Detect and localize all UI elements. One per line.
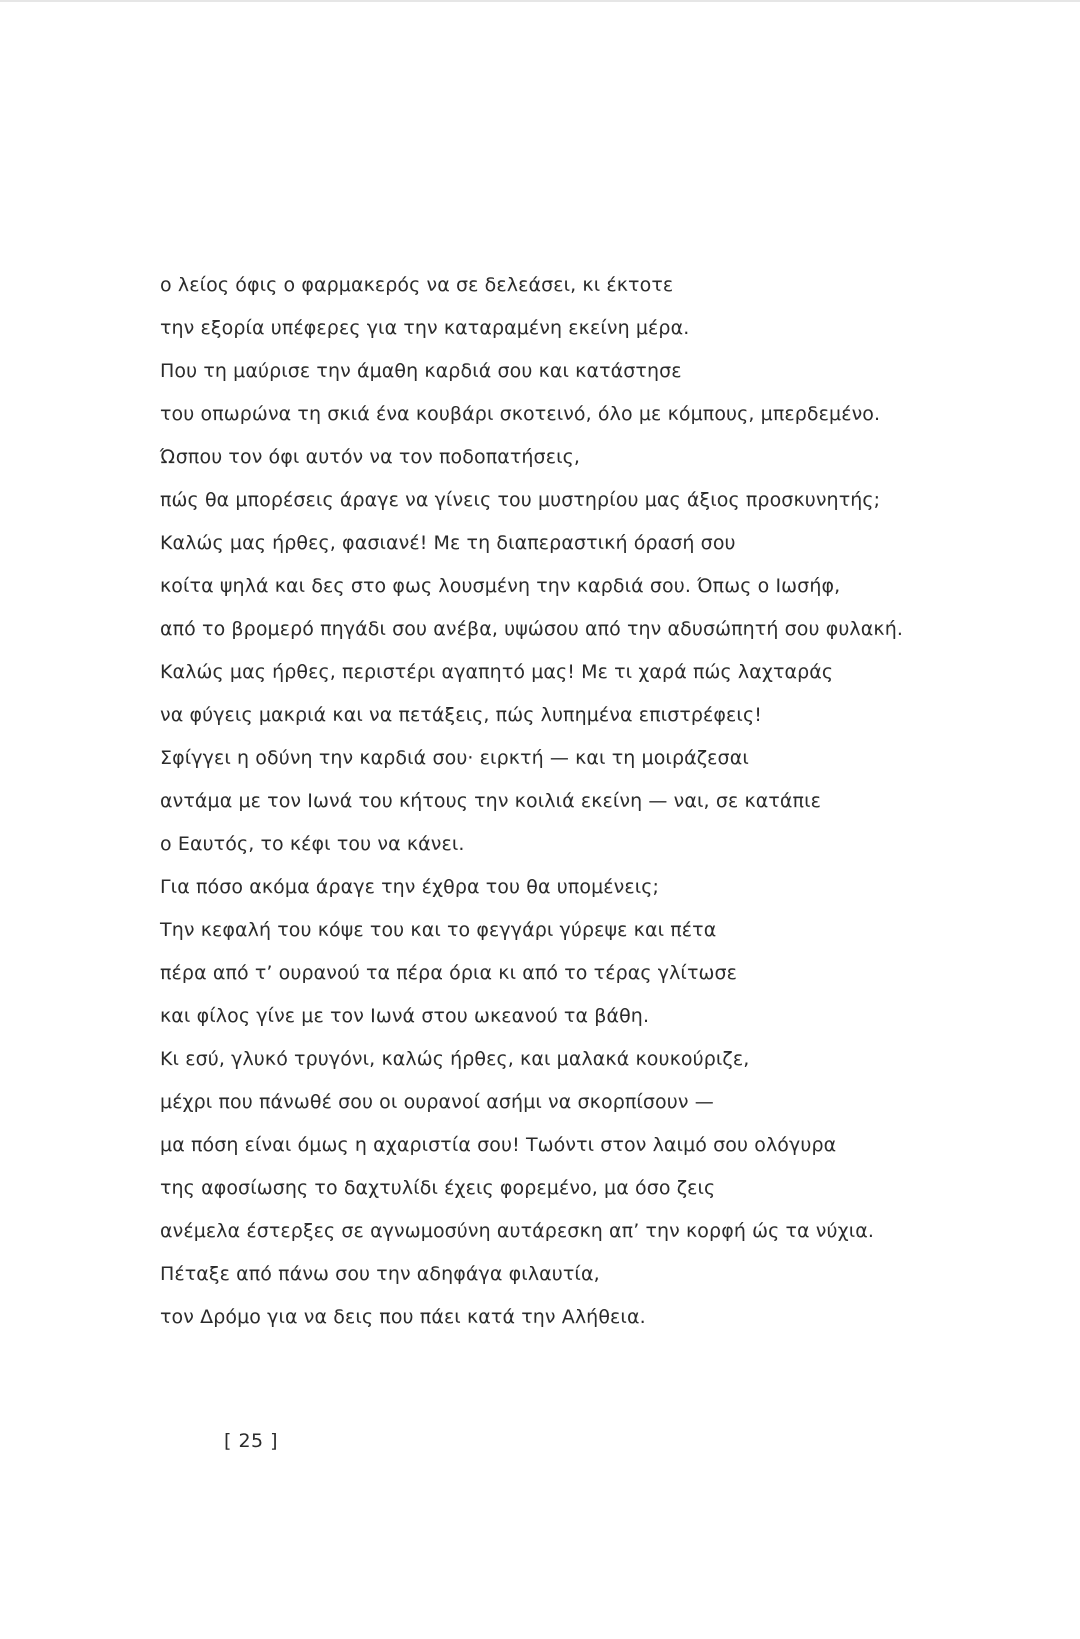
poem-line: Που τη μαύρισε την άμαθη καρδιά σου και κατάστησε (160, 360, 682, 382)
poem-text (160, 264, 1060, 1339)
poem-line: αντάμα με τον Ιωνά του κήτους την κοιλιά εκείνη — ναι, σε κατάπιε (160, 790, 821, 812)
page-top-rule (0, 0, 1080, 2)
poem-line: Καλώς μας ήρθες, περιστέρι αγαπητό μας! Με τι χαρά πώς λαχταράς (160, 661, 834, 683)
poem-line: πώς θα μπορέσεις άραγε να γίνεις του μυστηρίου μας άξιος προσκυνητής; (160, 489, 881, 511)
poem-line: της αφοσίωσης το δαχτυλίδι έχεις φορεμένο, μα όσο ζεις (160, 1177, 716, 1199)
poem-line: κοίτα ψηλά και δες στο φως λουσμένη την καρδιά σου. Όπως ο Ιωσήφ, (160, 575, 841, 597)
poem-line: Ώσπου τον όφι αυτόν να τον ποδοπατήσεις, (160, 446, 580, 468)
poem-line: Σφίγγει η οδύνη την καρδιά σου· ειρκτή — και τη μοιράζεσαι (160, 747, 749, 769)
poem-line: μέχρι που πάνωθέ σου οι ουρανοί ασήμι να σκορπίσουν — (160, 1091, 714, 1113)
poem-line: να φύγεις μακριά και να πετάξεις, πώς λυπημένα επιστρέφεις! (160, 704, 762, 726)
poem-line: πέρα από τ’ ουρανού τα πέρα όρια κι από το τέρας γλίτωσε (160, 962, 738, 984)
poem-line: Κι εσύ, γλυκό τρυγόνι, καλώς ήρθες, και μαλακά κουκούριζε, (160, 1048, 750, 1070)
poem-line: του οπωρώνα τη σκιά ένα κουβάρι σκοτεινό, όλο με κόμπους, μπερδεμένο. (160, 403, 881, 425)
poem-line: τον Δρόμο για να δεις που πάει κατά την Αλήθεια. (160, 1306, 646, 1328)
poem-line: την εξορία υπέφερες για την καταραμένη εκείνη μέρα. (160, 317, 690, 339)
poem-line: ο λείος όφις ο φαρμακερός να σε δελεάσει, κι έκτοτε (160, 274, 674, 296)
poem-line: από το βρομερό πηγάδι σου ανέβα, υψώσου από την αδυσώπητή σου φυλακή. (160, 618, 903, 640)
poem-line: μα πόση είναι όμως η αχαριστία σου! Τωόντι στον λαιμό σου ολόγυρα (160, 1134, 837, 1156)
poem-line: ο Εαυτός, το κέφι του να κάνει. (160, 833, 465, 855)
poem-line: Για πόσο ακόμα άραγε την έχθρα του θα υπομένεις; (160, 876, 660, 898)
poem-line: ανέμελα έστερξες σε αγνωμοσύνη αυτάρεσκη απ’ την κορφή ώς τα νύχια. (160, 1220, 874, 1242)
poem-line: Καλώς μας ήρθες, φασιανέ! Με τη διαπεραστική όρασή σου (160, 532, 736, 554)
page-number: [ 25 ] (224, 1430, 279, 1452)
poem-line: Πέταξε από πάνω σου την αδηφάγα φιλαυτία, (160, 1263, 600, 1285)
poem-line: και φίλος γίνε με τον Ιωνά στου ωκεανού τα βάθη. (160, 1005, 650, 1027)
poem-line: Την κεφαλή του κόψε του και το φεγγάρι γύρεψε και πέτα (160, 919, 717, 941)
